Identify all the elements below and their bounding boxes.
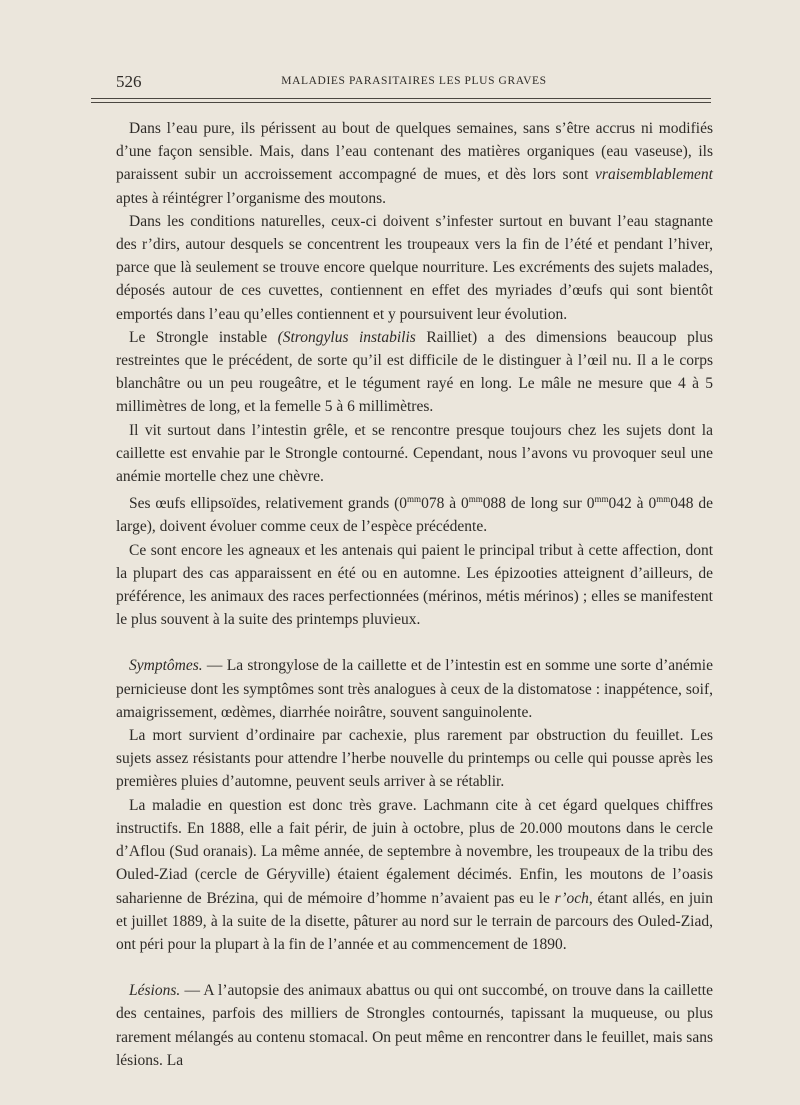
paragraph-3	[116, 326, 713, 419]
running-title: MALADIES PARASITAIRES LES PLUS GRAVES	[281, 75, 547, 87]
species-name: (Strongylus instabilis	[277, 328, 416, 346]
unit-mm-3: mm	[594, 494, 609, 505]
paragraph-6: Ce sont encore les agneaux et les antenais qui paient le principal tribut à cette affection, dont la plupart des cas apparaissent en été ou en automne. Les épizooties atteignent d’ailleurs, de préférence, les animaux des races perfectionnées (mérinos, métis mérinos) ; elles se manifestent le plus souvent à la suite des printemps pluvieux.	[116, 541, 713, 629]
paragraph-1	[116, 117, 713, 210]
section-heading-symptomes: Symptômes.	[129, 657, 203, 675]
measure-text-4: 042 à 0	[608, 495, 657, 513]
measure-text-5: 048 de large), doivent évoluer comme ceux de l’espèce précédente.	[116, 495, 713, 536]
body-text	[116, 117, 713, 1072]
paragraph-1-tail: aptes à réintégrer l’organisme des moutons.	[116, 189, 387, 207]
paragraph-1-emphasis: vraisemblablement	[595, 166, 713, 184]
paragraph-4: Il vit surtout dans l’intestin grêle, et se rencontre presque toujours chez les sujets dont la caillette est envahie par le Strongle contourné. Cependant, nous l’avons vu provoquer seul une anémie mortelle chez une chèvre.	[116, 421, 713, 486]
header-rule-top	[91, 98, 711, 99]
page-header	[116, 72, 712, 92]
header-rule-bottom	[91, 102, 711, 103]
paragraph-3-tail: Railliet) a des dimensions beaucoup plus restreintes que le précédent, de sorte qu’il est difficile de le distinguer à l’œil nu. Il a le corps blanchâtre ou un peu rougeâtre, et le tégument rayé en long. Le mâle ne mesure que 4 à 5 millimètres de long, et la femelle 5 à 6 millimètres.	[116, 328, 713, 416]
measure-text-2: 078 à 0	[421, 495, 469, 513]
paragraph-1-text: Dans l’eau pure, ils périssent au bout de quelques semaines, sans s’être accrus ni modifiés d’une façon sensible. Mais, dans l’eau contenant des matières organiques (eau vaseuse), ils paraissent subir un accroissement accompagné de mues, et dès lors sont	[116, 120, 713, 184]
section-heading-lesions: Lésions.	[129, 982, 181, 1000]
section-lesions	[116, 979, 713, 1072]
section-symptomes	[116, 654, 713, 724]
paragraph-8: La mort survient d’ordinaire par cachexie, plus rarement par obstruction du feuillet. Les sujets assez résistants pour attendre l’herbe nouvelle du printemps ou celle qui pousse après les premières pluies d’automne, peuvent seuls arriver à se rétablir.	[116, 727, 713, 791]
paragraph-5	[116, 488, 713, 538]
section-lesions-text: — A l’autopsie des animaux abattus ou qui ont succombé, on trouve dans la caillette des centaines, parfois des milliers de Strongles contournés, tapissant la muqueuse, ou plus rarement mélangés au contenu stomacal. On peut même en rencontrer dans le feuillet, mais sans lésions. La	[116, 982, 713, 1069]
paragraph-9	[116, 794, 713, 956]
unit-mm-1: mm	[407, 494, 422, 505]
measure-text-1: Ses œufs ellipsoïdes, relativement grands (0	[129, 495, 408, 513]
paragraph-3-text: Le Strongle instable	[129, 328, 278, 346]
unit-mm-4: mm	[656, 494, 671, 505]
paragraph-9-text: La maladie en question est donc très grave. Lachmann cite à cet égard quelques chiffres instructifs. En 1888, elle a fait périr, de juin à octobre, plus de 20.000 moutons dans le cercle d’Aflou (Sud oranais). La même année, de septembre à novembre, les troupeaux de la tribu des Ouled-Ziad (cercle de Géryville) étaient également décimés. Enfin, les moutons de l’oasis saharienne de Brézina, qui de mémoire d’homme n’avaient pas eu le	[116, 796, 713, 907]
unit-mm-2: mm	[468, 494, 483, 505]
measure-text-3: 088 de long sur 0	[482, 495, 595, 513]
paragraph-9-tail: , étant allés, en juin et juillet 1889, à la suite de la disette, pâturer au nord sur le terrain de parcours des Ouled-Ziad, ont péri pour la plupart à la fin de l’année et au commencement de 1890.	[116, 889, 713, 953]
page-number: 526	[116, 72, 142, 91]
paragraph-2: Dans les conditions naturelles, ceux-ci doivent s’infester surtout en buvant l’eau stagnante des r’dirs, autour desquels se concentrent les troupeaux vers la fin de l’été et pendant l’hiver, parce que là seulement se trouve encore quelque nourriture. Les excréments des sujets malades, déposés autour de ces cuvettes, contiennent en effet des myriades d’œufs qui sont bientôt emportés dans l’eau qu’elles contiennent et y poursuivent leur évolution.	[116, 212, 713, 323]
section-symptomes-text: — La strongylose de la caillette et de l’intestin est en somme une sorte d’anémie pernicieuse dont les symptômes sont très analogues à ceux de la distomatose : inappétence, soif, amaigrissement, œdèmes, diarrhée noirâtre, souvent sanguinolente.	[116, 657, 713, 721]
term-roch: r’och	[554, 889, 589, 907]
